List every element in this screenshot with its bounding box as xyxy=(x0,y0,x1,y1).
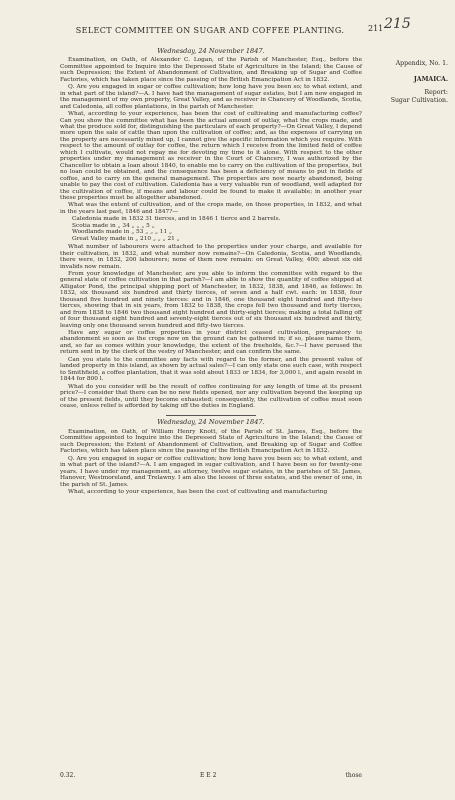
paragraph: Can you state to the committee any facts with regard to the former, and the present value of landed property in this island, as shown by actual sales?—I can only state one such case, with respect to Smithfield, a coffee plantation, that it was sold about 1833 or 1834, for 3,000 l., and again resold in 1844 for 800 l. xyxy=(60,356,362,383)
paragraph: What do you consider will be the result of coffee continuing for any length of time at its present price?—I consider that there can be no new fields opened, nor any cultivation beyond the keeping up of the present fields, until they become exhausted; consequently, the cultivation of coffee must soon cease, unless relief is afforded by taking off the duties in England. xyxy=(60,383,362,410)
paragraph: Q. Are you engaged in sugar or coffee cultivation; how long have you been so; to what extent, and in what part of the island?—A. I have had the management of sugar estates, but I am now engaged in the management of my own property, Great Valley, and as receiver in Chancery of Woodlands, Scotia, and Caledonia, all coffee plantations, in the parish of Manchester. xyxy=(60,84,362,110)
table-row: Caledonia made in 1832 31 tierces, and in 1846 1 tierce and 2 barrels. xyxy=(72,216,281,223)
table-row: Woodlands made in „ 53 „ „ „ 11 „ xyxy=(72,229,173,236)
paragraph: Have any sugar or coffee properties in your district ceased cultivation, preparatory to abandonment so soon as the crops now on the ground can be gathered in; if so, please name them, and, so far as comes within your knowledge, the extent of the freeholds, &c.?—I have perused the return sent in by the clerk of the vestry of Manchester, and can confirm the same. xyxy=(60,330,362,356)
catchword: those xyxy=(345,772,362,779)
paragraph: From your knowledge of Manchester, are you able to inform the committee with regard to the general state of coffee cultivation in that parish?—I am able to show the quantity of coffee shipped at Alligator Pond, the principal shipping port of Manchester, in 1832, 1838, and 1846, as follows: In 1832, six thousand six hundred and thirty tierces, of seven and a half cwt. each: in 1838, four thousand five hundred and ninety tierces: and in 1846, one thousand eight hundred and fifty-two tierces, showing that in six years, from 1832 to 1838, the crops fell two thousand and forty tierces, and from 1838 to 1846 two thousand eight hundred and thirty-eight tierces; making a total falling off of four thousand eight hundred and seventy-eight tierces out of six thousand six hundred and thirty, leaving only one thousand seven hundred and fifty-two tierces. xyxy=(60,270,362,329)
colony-label: JAMAICA. xyxy=(413,75,448,83)
table-row: Great Valley made in „ 210 „ „ „ 21 „ xyxy=(72,235,180,242)
report-title: Report: xyxy=(424,89,448,96)
handwritten-page-number: 215 xyxy=(384,16,411,32)
section-date: Wednesday, 24 November 1847. xyxy=(157,418,265,427)
examination-intro: Examination, on Oath, of Alexander C. Logan, of the Parish of Manchester, Esq., before the Committee appointed to Inquire into the Depressed State of Agriculture in the Island; the Cause of such Depression; the Extent of Abandonment of Cultivation, and Breaking up of Sugar and Coffee Factories, which has taken place since the passing of the British Emancipation Act in 1832. xyxy=(60,57,362,83)
section-divider xyxy=(166,415,256,416)
main-text xyxy=(60,48,362,496)
paragraph: What, according to your experience, has been the cost of cultivating and manufacturing xyxy=(68,489,328,495)
section-date: Wednesday, 24 November 1847. xyxy=(157,47,265,55)
signature-mark: E E 2 xyxy=(200,772,217,779)
margin-notes xyxy=(376,60,448,104)
report-subject: Sugar Cultivation. xyxy=(390,96,448,104)
page-number: 211 xyxy=(368,24,384,33)
running-title: SELECT COMMITTEE ON SUGAR AND COFFEE PLANTING. xyxy=(75,26,345,35)
footer-left: 0.32. xyxy=(60,772,76,779)
paragraph: Q. Are you engaged in sugar or coffee cultivation; how long have you been so; to what extent, and in what part of the island?—A. I am engaged in sugar cultivation, and I have been so for twenty-one years. I have under my management, as attorney, twelve sugar estates, in the parishes of St. James, Hanover, Westmoreland, and Trelawny. I am also the lessee of three estates, and the owner of one, in the parish of St. James. xyxy=(60,455,362,488)
paragraph: What, according to your experience, has been the cost of cultivating and manufacturing coffee? Can you show the committee what has been the actual amount of outlay, what the crops made, and what the produce sold for, distinguishing the particulars of each property?—On Great Valley, I depend more upon the sale of cattle than upon the cultivation of coffee; and, as the expenses of carrying on the property are necessarily mixed up, I cannot give the specific information which you require. With respect to the amount of outlay for coffee, the return which I receive from the limited field of coffee which I cultivate, would not repay me for devoting my time to it alone. With respect to the other properties under my management as receiver in the Court of Chancery, I was authorized by the Chancellor to obtain a loan about 1840, to enable me to carry on the cultivation of the properties, but no loan could be obtained, and the consequence has been a deficiency of means to put in fields of coffee, and to carry on the general management. The properties are now nearly abandoned, being unable to pay the cost of cultivation. Caledonia has a very valuable run of woodland, well adapted for the cultivation of coffee, if means and labour could be found to make it available; in another year these properties must be altogether abandoned. xyxy=(60,111,362,201)
crop-table xyxy=(72,216,362,242)
paragraph: What number of labourers were attached to the properties under your charge, and available for their cultivation, in 1832, and what number now remains?—On Caledonia, Scotia, and Woodlands, there were, in 1832, 200 labourers; none of them now remain: on Great Valley, 400; about six old invalids now remain. xyxy=(60,244,362,270)
paragraph: What was the extent of cultivation, and of the crops made, on those properties, in 1832, and what in the years last past, 1846 and 1847?— xyxy=(60,202,362,215)
table-row: Scotia made in „ 34 „ „ „ 5 „ xyxy=(72,222,155,229)
examination-intro: Examination, on Oath, of William Henry Knott, of the Parish of St. James, Esq., before the Committee appointed to Inquire into the Depressed State of Agriculture in the Island; the Cause of such Depression; the Extent of Abandonment of Cultivation, and Breaking up of Sugar and Coffee Factories, which has taken place since the passing of the British Emancipation Act in 1832. xyxy=(60,428,362,455)
appendix-label: Appendix, No. 1. xyxy=(395,60,448,67)
